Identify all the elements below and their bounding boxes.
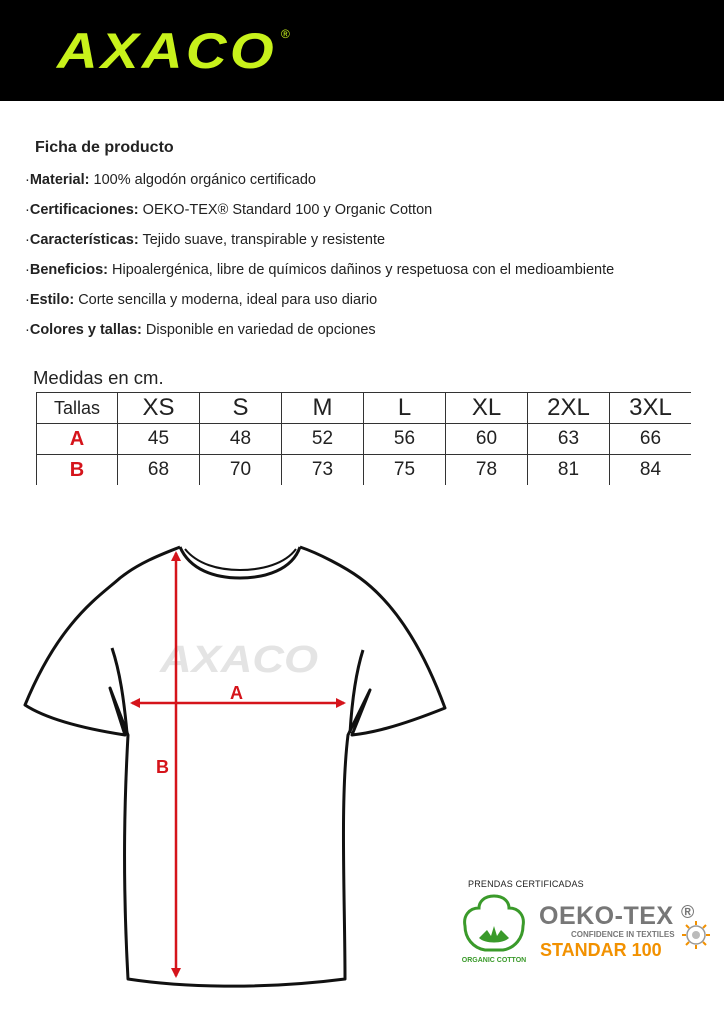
collar-inner [185,549,296,570]
table-row [37,424,692,455]
spec-label: Colores y tallas: [29,322,142,338]
measurements-units-label: Medidas en cm. [33,367,164,388]
spec-characteristics: ·Características: Tejido suave, transpirable y resistente [25,232,386,248]
measure-cell: 84 [610,455,692,486]
measure-cell: 48 [200,424,282,455]
spec-certifications: ·Certificaciones: OEKO-TEX® Standard 100 y Organic Cotton [25,202,433,218]
oeko-registered-mark: ® [681,902,695,922]
size-cell: XL [446,393,528,424]
size-cell: L [364,393,446,424]
brand-logo [55,18,295,78]
measure-cell: 66 [610,424,692,455]
size-cell: 3XL [610,393,692,424]
size-cell: M [282,393,364,424]
product-sheet-title: Ficha de producto [35,139,174,156]
measure-label-b: B [156,757,169,777]
measure-cell: 78 [446,455,528,486]
measure-cell: 81 [528,455,610,486]
size-table [36,392,691,485]
collar-outer [180,547,300,578]
spec-value: Hipoalergénica, libre de químicos dañinos y respetuosa con el medioambiente [112,262,615,278]
brand-logo-text: AXACO [55,23,277,78]
size-cell: XS [118,393,200,424]
measure-cell: 63 [528,424,610,455]
measure-cell: 68 [118,455,200,486]
spec-value: OEKO-TEX® Standard 100 y Organic Cotton [142,202,433,218]
measure-cell: 75 [364,455,446,486]
certifications-title: PRENDAS CERTIFICADAS [468,879,584,889]
spec-label: Características: [29,232,139,248]
brand-registered-mark: ® [281,27,290,41]
spec-value: Corte sencilla y moderna, ideal para uso diario [78,292,378,308]
measure-cell: 73 [282,455,364,486]
spec-label: Estilo: [29,292,75,308]
measure-cell: 52 [282,424,364,455]
organic-cotton-label: ORGANIC COTTON [461,957,527,964]
oeko-tex-standard: STANDAR 100 [540,940,662,960]
spec-value: Disponible en variedad de opciones [145,322,376,338]
spec-value: Tejido suave, transpirable y resistente [142,232,386,248]
row-key-b: B [37,455,118,486]
size-header-row [37,393,692,424]
spec-label: Material: [29,172,90,188]
shirt-watermark: AXACO [158,639,318,681]
organic-cotton-badge [457,892,531,966]
size-cell: 2XL [528,393,610,424]
row-key-a: A [37,424,118,455]
measure-cell: 70 [200,455,282,486]
spec-material: ·Material: 100% algodón orgánico certificado [25,172,316,188]
oeko-tex-tagline: CONFIDENCE IN TEXTILES [571,930,675,939]
measure-label-a: A [230,683,243,703]
size-cell: S [200,393,282,424]
measure-cell: 60 [446,424,528,455]
oeko-tex-globe-icon [681,920,711,950]
measure-cell: 45 [118,424,200,455]
spec-value: 100% algodón orgánico certificado [93,172,316,188]
table-row [37,455,692,486]
measure-cell: 56 [364,424,446,455]
size-header-label: Tallas [37,393,118,424]
spec-benefits: ·Beneficios: Hipoalergénica, libre de químicos dañinos y respetuosa con el medioambiente [25,262,615,278]
oeko-tex-name: OEKO-TEX ® [539,902,695,930]
spec-label: Beneficios: [29,262,109,278]
tshirt-outline [25,547,445,986]
spec-colors-sizes: ·Colores y tallas: Disponible en variedad de opciones [25,322,376,338]
spec-style: ·Estilo: Corte sencilla y moderna, ideal para uso diario [25,292,378,308]
spec-label: Certificaciones: [29,202,139,218]
header-bar [0,0,724,101]
